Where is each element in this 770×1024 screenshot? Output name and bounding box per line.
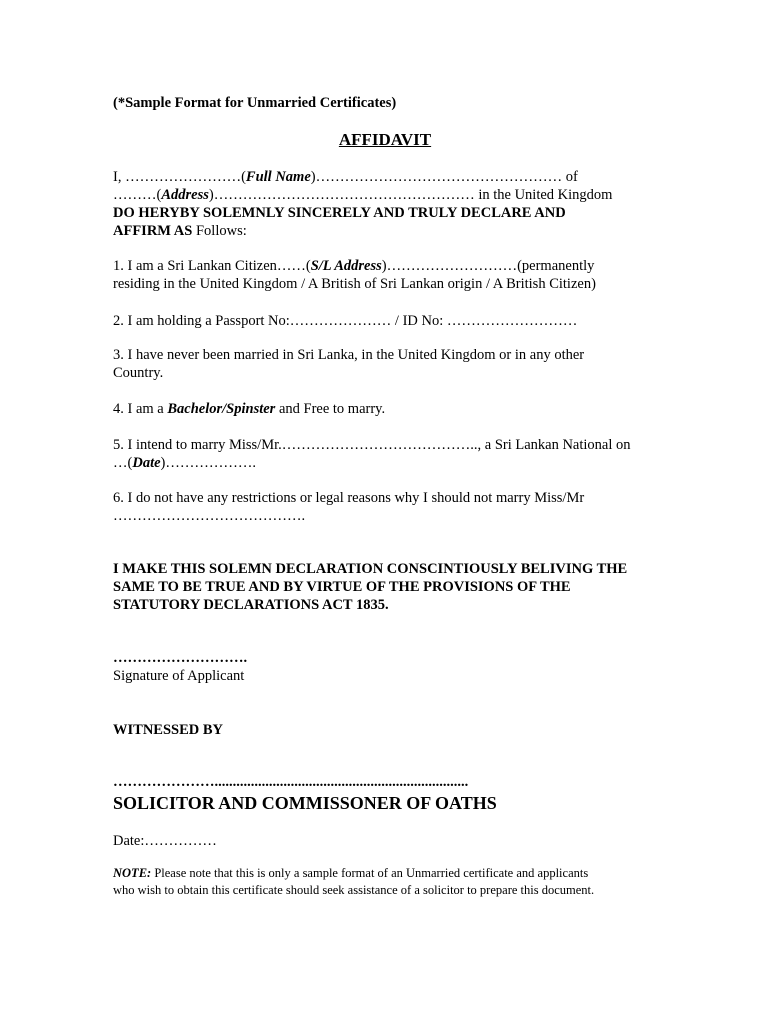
item-4-a: 4. I am a (113, 401, 168, 417)
item-1-b: )………………………(permanently (381, 258, 595, 274)
item-3-line1: 3. I have never been married in Sri Lanka, in the United Kingdom or in any other (113, 347, 585, 363)
addr-lead: ………( (113, 187, 162, 203)
item-2: 2. I am holding a Passport No:………………… / ID No: ……………………… (113, 313, 578, 329)
format-note: (*Sample Format for Unmarried Certificates) (113, 95, 397, 111)
note-line1 (113, 865, 594, 882)
affirm-rest: Follows: (192, 223, 247, 239)
note-line1-text: Please note that this is only a sample format of an Unmarried certificate and applicants (151, 866, 589, 880)
item-4-c: and Free to marry. (275, 401, 386, 417)
solicitor-heading: SOLICITOR AND COMMISSONER OF OATHS (113, 793, 497, 813)
note-line2: who wish to obtain this certificate should seek assistance of a solicitor to prepare this document. (113, 883, 595, 897)
witness-dots: …………………...................................................................... (113, 774, 469, 790)
date-line: Date:…………… (113, 833, 217, 849)
bachelor-spinster: Bachelor/Spinster (167, 401, 276, 417)
item-3-line2: Country. (113, 365, 164, 381)
declaration-line1: I MAKE THIS SOLEMN DECLARATION CONSCINTIOUSLY BELIVING THE (113, 561, 628, 577)
declaration-line2: SAME TO BE TRUE AND BY VIRTUE OF THE PROVISIONS OF THE (113, 579, 571, 595)
item-1-a: 1. I am a Sri Lankan Citizen……( (113, 258, 311, 274)
note-block (113, 865, 594, 899)
item-1-line2: residing in the United Kingdom / A British of Sri Lankan origin / A British Citizen) (113, 276, 596, 292)
item-5-b: )………………. (160, 455, 256, 471)
page-title: AFFIDAVIT (338, 130, 432, 149)
item-5-line1: 5. I intend to marry Miss/Mr.………………………………….., a Sri Lankan National on (113, 437, 631, 453)
declaration-line3: STATUTORY DECLARATIONS ACT 1835. (113, 597, 389, 613)
address-placeholder: Address (161, 187, 209, 203)
item-5-a: …( (113, 455, 133, 471)
intro-name-line (113, 168, 673, 186)
signature-dots: ………………………. (113, 650, 248, 666)
affirm-bold: AFFIRM AS (113, 223, 193, 239)
item-4 (113, 400, 673, 418)
item-1-line1 (113, 257, 673, 275)
declare-line: DO HERYBY SOLEMNLY SINCERELY AND TRULY DECLARE AND (113, 205, 566, 221)
intro-address-line (113, 186, 673, 204)
item-6-line1: 6. I do not have any restrictions or legal reasons why I should not marry Miss/Mr (113, 490, 585, 506)
signature-label: Signature of Applicant (113, 668, 245, 684)
date-placeholder: Date (132, 455, 161, 471)
affirm-line (113, 222, 673, 240)
item-6-line2: …………………………………. (113, 508, 306, 524)
witnessed-by-label: WITNESSED BY (113, 722, 223, 738)
after-address: )……………………………………………… in the United Kingdom (208, 187, 613, 203)
sl-address-placeholder: S/L Address (310, 258, 382, 274)
full-name-placeholder: Full Name (245, 169, 311, 185)
intro-after-name: )…………………………………………… of (310, 169, 578, 185)
item-5-line2 (113, 454, 673, 472)
note-label: NOTE: (113, 866, 152, 880)
intro-i: I, ……………………( (113, 169, 246, 185)
